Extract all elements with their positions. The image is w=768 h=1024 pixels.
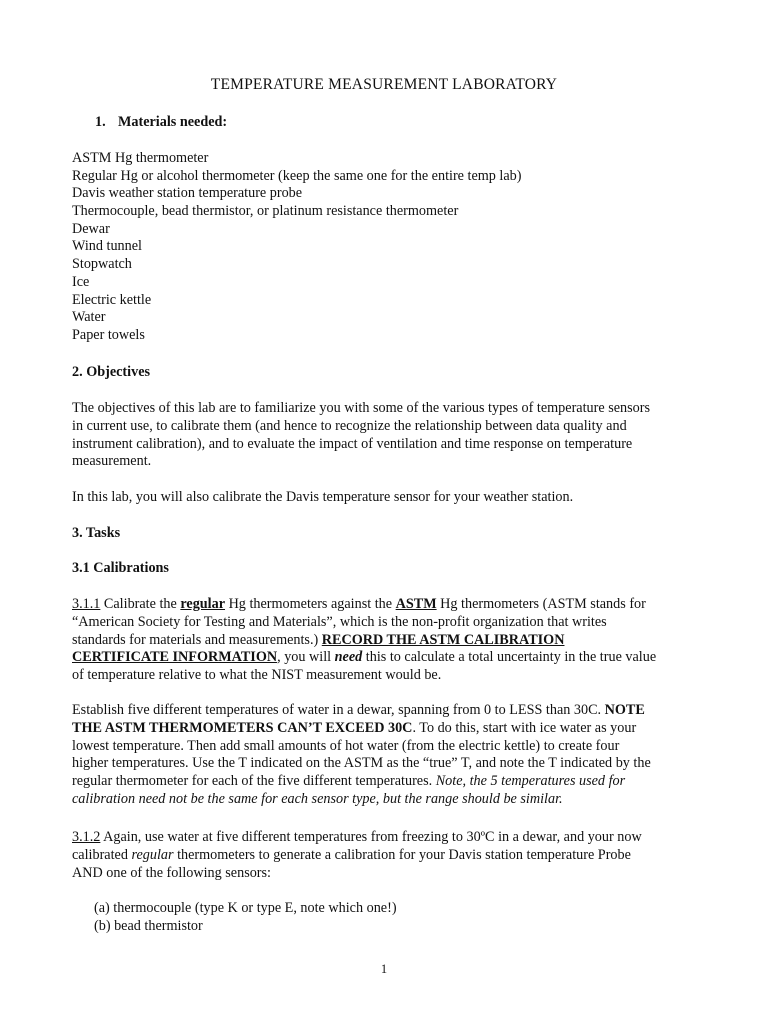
record-instruction: CERTIFICATE INFORMATION — [72, 649, 278, 666]
text-run: standards for materials and measurements.) — [72, 631, 322, 648]
paragraph-line: calibration need not be the same for each sensor type, but the range should be similar. — [72, 790, 563, 807]
sensor-item: (a) thermocouple (type K or type E, note which one!) — [94, 900, 397, 916]
materials-list — [72, 150, 522, 345]
paragraph-line — [72, 720, 702, 738]
davis-paragraph — [72, 489, 702, 507]
paragraph-3-1-1 — [72, 596, 702, 685]
materials-item: Water — [72, 309, 106, 326]
materials-item: Regular Hg or alcohol thermometer (keep the same one for the entire temp lab) — [72, 167, 522, 184]
paragraph-line — [72, 829, 702, 847]
paragraph-line: lowest temperature. Then add small amounts of hot water (from the electric kettle) to create four — [72, 737, 620, 754]
text-run: Calibrate the — [100, 596, 181, 612]
materials-item: Thermocouple, bead thermistor, or platinum resistance thermometer — [72, 203, 459, 220]
emphasis-regular: regular — [131, 846, 174, 863]
section-1-number: 1. — [95, 114, 106, 130]
paragraph-line — [72, 773, 702, 791]
materials-item: Wind tunnel — [72, 238, 142, 255]
text-run: Hg thermometers (ASTM stands for — [436, 596, 646, 612]
italic-note: Note, the 5 temperatures used for — [435, 773, 626, 790]
materials-item: Davis weather station temperature probe — [72, 185, 303, 202]
paragraph-line: AND one of the following sensors: — [72, 864, 271, 881]
text-run: , you will — [277, 649, 335, 666]
paragraph-line: measurement. — [72, 453, 152, 470]
emphasis-need: need — [334, 649, 363, 666]
text-run: thermometers to generate a calibration for your Davis station temperature Probe — [173, 846, 631, 863]
objectives-paragraph — [72, 400, 702, 471]
section-3-heading: 3. Tasks — [72, 525, 121, 541]
section-1-heading: Materials needed: — [118, 114, 228, 130]
text-run: . To do this, start with ice water as your — [412, 719, 637, 736]
document-title: TEMPERATURE MEASUREMENT LABORATORY — [210, 76, 558, 93]
paragraph-line: of temperature relative to what the NIST measurement would be. — [72, 667, 442, 684]
establish-paragraph — [72, 702, 702, 809]
paragraph-line: higher temperatures. Use the T indicated on the ASTM as the “true” T, and note the T indicated by the — [72, 755, 651, 772]
text-run: calibrated — [72, 846, 132, 863]
item-number-3-1-2: 3.1.2 — [72, 829, 101, 845]
text-run: Hg thermometers against the — [225, 596, 396, 612]
note-warning: NOTE — [604, 702, 645, 718]
paragraph-line — [72, 596, 702, 614]
section-2-heading: 2. Objectives — [72, 364, 151, 380]
page-number: 1 — [380, 962, 388, 976]
paragraph-line: The objectives of this lab are to familiarize you with some of the various types of temperature sensors — [72, 400, 650, 416]
emphasis-regular: regular — [180, 596, 226, 612]
text-run: Establish five different temperatures of water in a dewar, spanning from 0 to LESS than 30C. — [72, 702, 605, 718]
note-warning: THE ASTM THERMOMETERS CAN’T EXCEED 30C — [72, 719, 413, 736]
paragraph-line — [72, 632, 702, 650]
sensor-item: (b) bead thermistor — [94, 917, 203, 934]
materials-item: Ice — [72, 273, 90, 290]
materials-item: Stopwatch — [72, 256, 132, 273]
materials-item: Electric kettle — [72, 291, 152, 308]
paragraph-line: In this lab, you will also calibrate the Davis temperature sensor for your weather station. — [72, 489, 574, 505]
materials-item: Paper towels — [72, 326, 145, 343]
paragraph-line — [72, 649, 702, 667]
sensor-list — [94, 900, 397, 936]
text-run: this to calculate a total uncertainty in the true value — [362, 649, 657, 666]
materials-item: ASTM Hg thermometer — [72, 150, 209, 166]
paragraph-3-1-2 — [72, 829, 702, 882]
text-run: Again, use water at five different temperatures from freezing to 30ºC in a dewar, and your now — [100, 829, 642, 845]
section-3-1-heading: 3.1 Calibrations — [72, 560, 169, 576]
paragraph-line — [72, 847, 702, 865]
emphasis-astm: ASTM — [395, 596, 437, 612]
paragraph-line: instrument calibration), and to evaluate the impact of ventilation and time response on temperature — [72, 435, 633, 452]
materials-item: Dewar — [72, 220, 110, 237]
text-run: regular thermometer for each of the five different temperatures. — [72, 773, 436, 790]
item-number-3-1-1: 3.1.1 — [72, 596, 101, 612]
record-instruction: RECORD THE ASTM CALIBRATION — [321, 631, 565, 648]
paragraph-line: “American Society for Testing and Materials”, which is the non-profit organization that writes — [72, 613, 607, 630]
paragraph-line — [72, 702, 702, 720]
paragraph-line: in current use, to calibrate them (and hence to recognize the relationship between data quality and — [72, 417, 627, 434]
